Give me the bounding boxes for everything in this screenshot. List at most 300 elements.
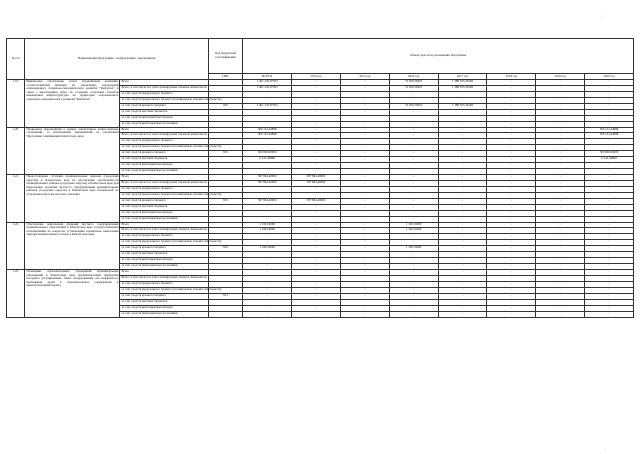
- funding-source: за счет средств федерального бюджета (планируемые объемы обязательств): [120, 97, 208, 103]
- amount-cell: 1 190,19000: [389, 246, 438, 252]
- header-year: 2015 год: [340, 74, 389, 80]
- amount-cell: -: [585, 311, 634, 317]
- amount-cell: -: [585, 305, 634, 311]
- funding-source: за счет средств федерального бюджета (планируемые объемы обязательств): [120, 240, 208, 246]
- amount-cell: -: [487, 281, 536, 287]
- amount-cell: -: [389, 121, 438, 127]
- amount-cell: 587 864,40000: [292, 198, 341, 204]
- amount-cell: -: [585, 192, 634, 198]
- amount-cell: -: [292, 311, 341, 317]
- funding-source: за счет средств внебюджетных источников: [120, 169, 208, 175]
- amount-cell: 300 000,00000: [243, 151, 292, 157]
- amount-cell: -: [487, 127, 536, 133]
- amount-cell: -: [536, 169, 585, 175]
- amount-cell: -: [292, 192, 341, 198]
- amount-cell: -: [536, 133, 585, 139]
- amount-cell: -: [536, 216, 585, 222]
- amount-cell: -: [438, 121, 487, 127]
- amount-cell: -: [487, 228, 536, 234]
- funding-source: за счет средств федерального бюджета: [120, 139, 208, 145]
- amount-cell: -: [243, 311, 292, 317]
- amount-cell: -: [585, 246, 634, 252]
- header-year: ВСЕГО: [243, 74, 292, 80]
- amount-cell: -: [585, 145, 634, 151]
- amount-cell: -: [389, 97, 438, 103]
- amount-cell: -: [585, 204, 634, 210]
- measure-name: Оснащение образовательных учреждений муниципальных образований в Камчатском крае автоматическими приборами погодного регулирования, также оборудованием для комфортного пребывания детей в образовательных учреждениях в межотопительный период: [25, 270, 120, 318]
- amount-cell: -: [585, 275, 634, 281]
- amount-cell: 72 650,58455: [389, 103, 438, 109]
- amount-cell: -: [389, 139, 438, 145]
- amount-cell: -: [438, 228, 487, 234]
- amount-cell: -: [389, 151, 438, 157]
- amount-cell: -: [243, 163, 292, 169]
- amount-cell: -: [243, 210, 292, 216]
- amount-cell: 306 122,44898: [243, 133, 292, 139]
- amount-cell: 1 461 245,97563: [243, 85, 292, 91]
- grbs-code: 813: [208, 293, 242, 299]
- amount-cell: -: [536, 91, 585, 97]
- amount-cell: -: [389, 293, 438, 299]
- amount-cell: -: [487, 85, 536, 91]
- amount-cell: -: [438, 169, 487, 175]
- amount-cell: -: [585, 258, 634, 264]
- amount-cell: -: [243, 121, 292, 127]
- amount-cell: -: [292, 163, 341, 169]
- funding-source: за счет средств внебюджетных фондов: [120, 305, 208, 311]
- amount-cell: -: [536, 264, 585, 270]
- amount-cell: -: [438, 91, 487, 97]
- amount-cell: -: [487, 216, 536, 222]
- amount-cell: -: [243, 192, 292, 198]
- amount-cell: -: [536, 281, 585, 287]
- amount-cell: -: [340, 186, 389, 192]
- funding-source: за счет средств федерального бюджета: [120, 186, 208, 192]
- funding-source: за счет средств местных бюджетов: [120, 299, 208, 305]
- header-year: 2018 год: [487, 74, 536, 80]
- amount-cell: -: [389, 157, 438, 163]
- amount-cell: -: [243, 264, 292, 270]
- amount-cell: -: [438, 234, 487, 240]
- amount-cell: -: [340, 287, 389, 293]
- amount-cell: -: [243, 169, 292, 175]
- header-year: 2016 год: [389, 74, 438, 80]
- amount-cell: -: [340, 192, 389, 198]
- amount-cell: -: [487, 145, 536, 151]
- amount-cell: -: [536, 145, 585, 151]
- scan-mark: ·: [604, 448, 606, 454]
- amount-cell: -: [292, 145, 341, 151]
- amount-cell: -: [243, 299, 292, 305]
- funding-source: за счет средств краевого бюджета: [120, 246, 208, 252]
- funding-source: за счет средств федерального бюджета: [120, 281, 208, 287]
- amount-cell: -: [585, 264, 634, 270]
- amount-cell: -: [487, 103, 536, 109]
- amount-cell: -: [389, 169, 438, 175]
- amount-cell: -: [536, 186, 585, 192]
- amount-cell: -: [487, 234, 536, 240]
- amount-cell: -: [536, 180, 585, 186]
- amount-cell: -: [536, 157, 585, 163]
- amount-cell: -: [340, 222, 389, 228]
- amount-cell: -: [536, 163, 585, 169]
- amount-cell: -: [292, 270, 341, 276]
- amount-cell: -: [389, 252, 438, 258]
- amount-cell: 1 461 245,97563: [243, 103, 292, 109]
- header-grbs: ГРБС: [208, 74, 242, 80]
- amount-cell: -: [243, 270, 292, 276]
- amount-cell: -: [536, 109, 585, 115]
- amount-cell: -: [340, 157, 389, 163]
- amount-cell: -: [585, 169, 634, 175]
- amount-cell: -: [292, 252, 341, 258]
- amount-cell: -: [389, 204, 438, 210]
- amount-cell: -: [340, 299, 389, 305]
- amount-cell: -: [585, 163, 634, 169]
- amount-cell: -: [340, 85, 389, 91]
- amount-cell: -: [292, 264, 341, 270]
- funding-source: за счет средств внебюджетных источников: [120, 121, 208, 127]
- funding-source: за счет средств краевого бюджета: [120, 103, 208, 109]
- amount-cell: -: [585, 252, 634, 258]
- amount-cell: -: [243, 252, 292, 258]
- amount-cell: 72 650,58455: [389, 80, 438, 86]
- row-number: 1.21.: [7, 175, 25, 223]
- funding-source: за счет средств федерального бюджета (планируемые объемы обязательств): [120, 145, 208, 151]
- funding-source: за счет средств местных бюджетов: [120, 109, 208, 115]
- amount-cell: -: [487, 305, 536, 311]
- amount-cell: -: [438, 133, 487, 139]
- amount-cell: -: [389, 270, 438, 276]
- amount-cell: -: [487, 222, 536, 228]
- amount-cell: 1 388 595,39108: [438, 103, 487, 109]
- amount-cell: -: [292, 305, 341, 311]
- header-year: 2019 год: [536, 74, 585, 80]
- amount-cell: -: [243, 97, 292, 103]
- amount-cell: -: [438, 299, 487, 305]
- amount-cell: -: [536, 305, 585, 311]
- funding-source: за счет средств федерального бюджета: [120, 91, 208, 97]
- amount-cell: -: [438, 270, 487, 276]
- amount-cell: -: [536, 151, 585, 157]
- amount-cell: -: [340, 252, 389, 258]
- amount-cell: -: [438, 163, 487, 169]
- amount-cell: -: [438, 115, 487, 121]
- amount-cell: -: [389, 234, 438, 240]
- amount-cell: -: [487, 287, 536, 293]
- header-volume: Объем средств на реализацию Программы: [243, 39, 634, 74]
- amount-cell: -: [487, 299, 536, 305]
- amount-cell: -: [292, 127, 341, 133]
- scan-mark: ·: [600, 14, 602, 20]
- header-name: Наименование Программы / подпрограммы / мероприятия: [25, 39, 208, 80]
- amount-cell: -: [487, 80, 536, 86]
- funding-source: за счет средств местных бюджетов: [120, 157, 208, 163]
- amount-cell: -: [389, 275, 438, 281]
- funding-source: Всего, в том числе без учета планируемых объемов обязательств: [120, 133, 208, 139]
- amount-cell: -: [585, 270, 634, 276]
- amount-cell: -: [438, 157, 487, 163]
- amount-cell: -: [389, 186, 438, 192]
- amount-cell: -: [340, 216, 389, 222]
- amount-cell: -: [389, 258, 438, 264]
- funding-source: за счет средств краевого бюджета: [120, 198, 208, 204]
- amount-cell: -: [243, 305, 292, 311]
- amount-cell: -: [536, 139, 585, 145]
- amount-cell: -: [340, 121, 389, 127]
- amount-cell: -: [487, 115, 536, 121]
- amount-cell: -: [340, 180, 389, 186]
- measure-name: Предоставление субсидий муниципальным районам (городским округам) в Камчатском крае на обеспечение обеспеченности муниципальных районов (городских округов) в Камчатском крае при выполнении органами местного самоуправления муниципальных районов (городских округов) в Камчатском крае полномочий по отдельным вопросам местного значения: [25, 175, 120, 223]
- amount-cell: -: [536, 228, 585, 234]
- amount-cell: -: [438, 180, 487, 186]
- amount-cell: -: [292, 293, 341, 299]
- amount-cell: -: [243, 204, 292, 210]
- amount-cell: -: [292, 157, 341, 163]
- amount-cell: -: [389, 180, 438, 186]
- funding-source: за счет средств краевого бюджета: [120, 293, 208, 299]
- amount-cell: -: [389, 109, 438, 115]
- amount-cell: -: [243, 258, 292, 264]
- amount-cell: -: [585, 80, 634, 86]
- amount-cell: 587 864,40000: [243, 180, 292, 186]
- amount-cell: -: [487, 151, 536, 157]
- amount-cell: -: [340, 80, 389, 86]
- funding-source: Всего, в том числе без учета планируемых объемов обязательств: [120, 180, 208, 186]
- amount-cell: -: [340, 169, 389, 175]
- amount-cell: -: [438, 305, 487, 311]
- amount-cell: -: [487, 91, 536, 97]
- funding-source: Всего, в том числе без учета планируемых объемов обязательств: [120, 85, 208, 91]
- amount-cell: -: [487, 97, 536, 103]
- amount-cell: -: [243, 234, 292, 240]
- amount-cell: -: [438, 151, 487, 157]
- amount-cell: -: [243, 139, 292, 145]
- amount-cell: -: [585, 97, 634, 103]
- amount-cell: -: [292, 109, 341, 115]
- amount-cell: -: [292, 281, 341, 287]
- amount-cell: -: [292, 121, 341, 127]
- amount-cell: -: [340, 198, 389, 204]
- amount-cell: -: [292, 228, 341, 234]
- amount-cell: -: [487, 180, 536, 186]
- funding-source: Всего, в том числе без учета планируемых объемов обязательств: [120, 228, 208, 234]
- amount-cell: -: [340, 270, 389, 276]
- amount-cell: -: [438, 264, 487, 270]
- amount-cell: 1 388 595,39108: [438, 85, 487, 91]
- amount-cell: -: [536, 287, 585, 293]
- amount-cell: -: [536, 311, 585, 317]
- amount-cell: -: [292, 240, 341, 246]
- header-num: № п/п: [7, 39, 25, 80]
- amount-cell: 587 864,40000: [292, 175, 341, 181]
- amount-cell: -: [389, 311, 438, 317]
- amount-cell: -: [292, 210, 341, 216]
- amount-cell: 1 190,19000: [243, 246, 292, 252]
- amount-cell: -: [536, 293, 585, 299]
- measure-name: Обеспечение выполнения функций местного самоуправления муниципальных образований в Камчатском крае государственными полномочиями по вопросам установления нормативов накопления твердых коммунальных отходов в Камчатском крае: [25, 222, 120, 270]
- amount-cell: -: [340, 293, 389, 299]
- amount-cell: 587 864,40000: [243, 175, 292, 181]
- amount-cell: -: [243, 109, 292, 115]
- measure-name: Проведение мероприятий в рамках заключенных концессионных соглашений, за исключением мероприятий по реализации Программы газификации Камчатского края: [25, 127, 120, 175]
- amount-cell: -: [438, 127, 487, 133]
- amount-cell: -: [340, 281, 389, 287]
- amount-cell: -: [438, 175, 487, 181]
- amount-cell: -: [585, 299, 634, 305]
- amount-cell: -: [292, 80, 341, 86]
- grbs-code: 810: [208, 151, 242, 157]
- amount-cell: -: [292, 216, 341, 222]
- amount-cell: -: [487, 311, 536, 317]
- amount-cell: -: [340, 115, 389, 121]
- amount-cell: -: [292, 222, 341, 228]
- amount-cell: -: [243, 275, 292, 281]
- amount-cell: -: [487, 157, 536, 163]
- amount-cell: -: [292, 115, 341, 121]
- amount-cell: -: [487, 258, 536, 264]
- funding-source: Всего: [120, 175, 208, 181]
- amount-cell: -: [389, 133, 438, 139]
- amount-cell: -: [585, 121, 634, 127]
- amount-cell: -: [536, 121, 585, 127]
- amount-cell: -: [487, 204, 536, 210]
- amount-cell: -: [585, 293, 634, 299]
- amount-cell: -: [243, 186, 292, 192]
- amount-cell: -: [487, 186, 536, 192]
- amount-cell: -: [438, 246, 487, 252]
- amount-cell: -: [585, 281, 634, 287]
- amount-cell: -: [487, 163, 536, 169]
- amount-cell: -: [438, 97, 487, 103]
- amount-cell: -: [487, 198, 536, 204]
- amount-cell: -: [536, 234, 585, 240]
- amount-cell: -: [536, 270, 585, 276]
- amount-cell: -: [389, 163, 438, 169]
- amount-cell: -: [536, 103, 585, 109]
- amount-cell: 306 122,44898: [585, 133, 634, 139]
- amount-cell: -: [536, 175, 585, 181]
- amount-cell: -: [292, 186, 341, 192]
- amount-cell: -: [292, 133, 341, 139]
- amount-cell: -: [487, 240, 536, 246]
- amount-cell: -: [389, 198, 438, 204]
- grbs-code: 810: [208, 198, 242, 204]
- amount-cell: -: [340, 240, 389, 246]
- amount-cell: -: [536, 198, 585, 204]
- amount-cell: -: [438, 287, 487, 293]
- amount-cell: -: [340, 311, 389, 317]
- amount-cell: -: [487, 264, 536, 270]
- amount-cell: -: [438, 139, 487, 145]
- funding-source: Всего, в том числе без учета планируемых объемов обязательств: [120, 275, 208, 281]
- amount-cell: -: [340, 127, 389, 133]
- amount-cell: -: [340, 103, 389, 109]
- amount-cell: 72 650,58455: [389, 85, 438, 91]
- amount-cell: -: [585, 210, 634, 216]
- amount-cell: 1 190,19000: [243, 228, 292, 234]
- amount-cell: -: [438, 204, 487, 210]
- amount-cell: 1 388 595,39108: [438, 80, 487, 86]
- amount-cell: -: [536, 258, 585, 264]
- amount-cell: -: [389, 216, 438, 222]
- amount-cell: 1 190,19000: [389, 222, 438, 228]
- amount-cell: -: [487, 210, 536, 216]
- amount-cell: 1 461 245,97563: [243, 80, 292, 86]
- amount-cell: -: [585, 180, 634, 186]
- header-code: Код бюджетной классификации: [208, 39, 242, 74]
- header-year: 2014 год: [292, 74, 341, 80]
- amount-cell: -: [389, 210, 438, 216]
- amount-cell: -: [340, 258, 389, 264]
- amount-cell: -: [292, 103, 341, 109]
- amount-cell: -: [389, 175, 438, 181]
- amount-cell: 1 190,19000: [243, 222, 292, 228]
- amount-cell: -: [585, 222, 634, 228]
- grbs-code: 810: [208, 246, 242, 252]
- amount-cell: -: [438, 240, 487, 246]
- amount-cell: -: [585, 85, 634, 91]
- amount-cell: -: [487, 246, 536, 252]
- amount-cell: -: [340, 228, 389, 234]
- amount-cell: -: [389, 299, 438, 305]
- amount-cell: -: [536, 127, 585, 133]
- amount-cell: -: [292, 139, 341, 145]
- funding-source: за счет средств краевого бюджета: [120, 151, 208, 157]
- amount-cell: -: [243, 91, 292, 97]
- amount-cell: -: [292, 169, 341, 175]
- amount-cell: -: [340, 305, 389, 311]
- amount-cell: -: [340, 204, 389, 210]
- amount-cell: -: [536, 85, 585, 91]
- amount-cell: -: [536, 97, 585, 103]
- amount-cell: -: [340, 246, 389, 252]
- amount-cell: -: [292, 246, 341, 252]
- funding-source: за счет средств внебюджетных фондов: [120, 210, 208, 216]
- amount-cell: 306 122,44898: [243, 127, 292, 133]
- amount-cell: -: [487, 121, 536, 127]
- amount-cell: -: [536, 252, 585, 258]
- amount-cell: -: [243, 115, 292, 121]
- amount-cell: -: [340, 97, 389, 103]
- amount-cell: -: [438, 311, 487, 317]
- funding-source: за счет средств внебюджетных фондов: [120, 163, 208, 169]
- amount-cell: -: [340, 139, 389, 145]
- amount-cell: -: [438, 210, 487, 216]
- amount-cell: -: [438, 198, 487, 204]
- grbs-code: 810: [208, 103, 242, 109]
- amount-cell: -: [389, 91, 438, 97]
- amount-cell: -: [487, 192, 536, 198]
- amount-cell: -: [487, 169, 536, 175]
- amount-cell: -: [585, 103, 634, 109]
- amount-cell: -: [389, 305, 438, 311]
- amount-cell: -: [585, 186, 634, 192]
- amount-cell: -: [340, 275, 389, 281]
- funding-source: Всего: [120, 270, 208, 276]
- amount-cell: -: [487, 293, 536, 299]
- amount-cell: -: [487, 175, 536, 181]
- amount-cell: 1 190,19000: [389, 228, 438, 234]
- amount-cell: -: [487, 275, 536, 281]
- amount-cell: -: [438, 275, 487, 281]
- amount-cell: -: [292, 275, 341, 281]
- amount-cell: -: [585, 109, 634, 115]
- amount-cell: -: [536, 192, 585, 198]
- funding-source: за счет средств внебюджетных источников: [120, 264, 208, 270]
- amount-cell: -: [389, 240, 438, 246]
- amount-cell: 6 122,44898: [243, 157, 292, 163]
